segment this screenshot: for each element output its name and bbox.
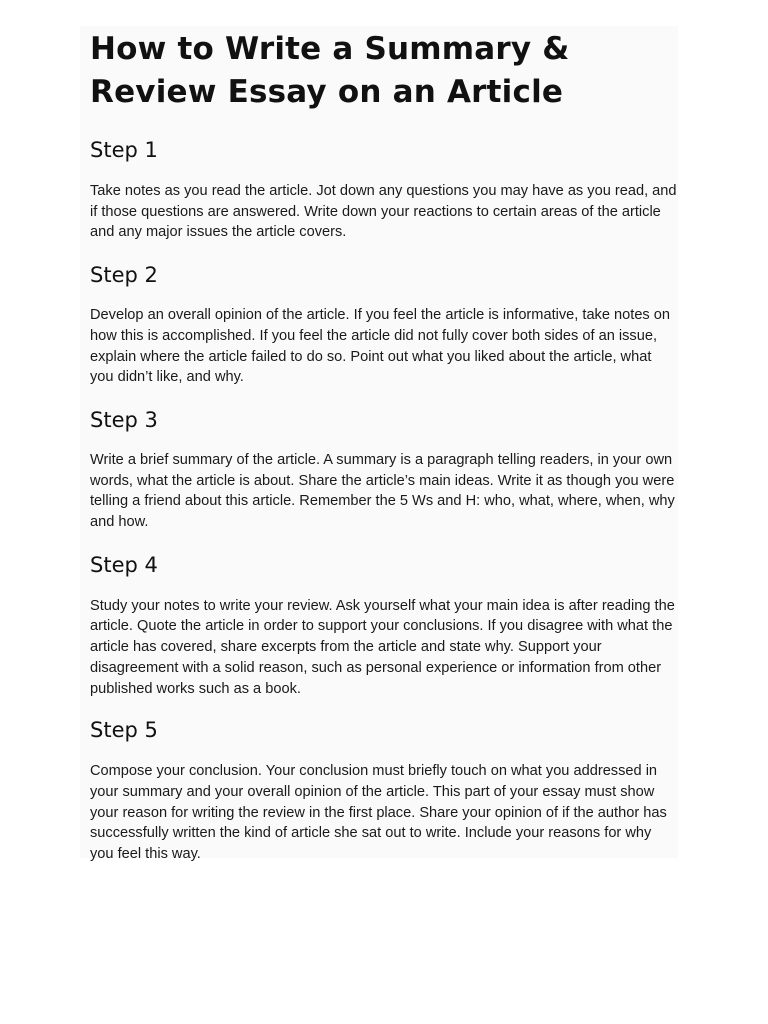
step-3-heading: Step 3 <box>90 407 158 432</box>
page-title: How to Write a Summary & Review Essay on an Article <box>90 31 570 110</box>
step-3-body: Write a brief summary of the article. A summary is a paragraph telling readers, in your own words, what the article is about. Share the article’s main ideas. Write it as though you were telling a friend about this article. Remember the 5 Ws and H: who, what, where, when, why and how. <box>90 451 675 531</box>
step-1-body: Take notes as you read the article. Jot down any questions you may have as you read, and if those questions are answered. Write down your reactions to certain areas of the article and any major issues the article covers. <box>90 183 677 241</box>
step-4-heading: Step 4 <box>90 552 158 577</box>
step-5-body: Compose your conclusion. Your conclusion must briefly touch on what you addressed in your summary and your overall opinion of the article. This part of your essay must show your reason for writing the review in the first place. Share your opinion of if the author has successfully written the kind of article she sat out to write. Include your reasons for why you feel this way. <box>90 763 667 863</box>
step-2-heading: Step 2 <box>90 263 158 288</box>
step-5-heading: Step 5 <box>90 718 158 743</box>
step-1-heading: Step 1 <box>90 138 158 162</box>
step-2-body: Develop an overall opinion of the article. If you feel the article is informative, take notes on how this is accomplished. If you feel the article did not fully cover both sides of an issue, explain where the article failed to do so. Point out what you liked about the article, what you didn’t like, and why. <box>90 307 671 386</box>
document-page <box>80 26 678 863</box>
step-4-body: Study your notes to write your review. Ask yourself what your main idea is after reading the article. Quote the article in order to support your conclusions. If you disagree with what the article has covered, share excerpts from the article and state why. Support your disagreement with a solid reason, such as personal experience or information from other published works such as a book. <box>90 597 675 697</box>
